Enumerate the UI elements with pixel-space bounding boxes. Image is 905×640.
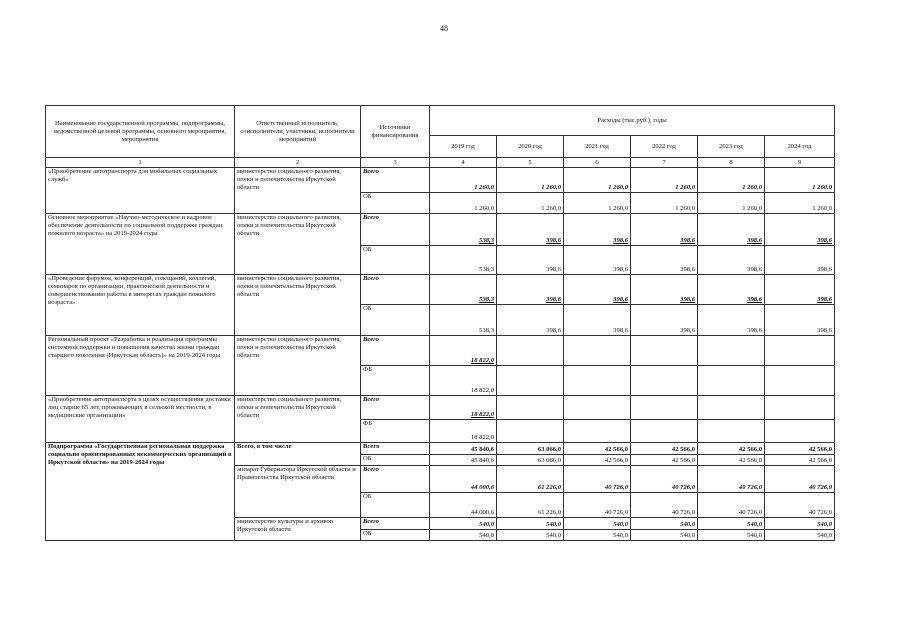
page-number: 48 bbox=[440, 24, 448, 33]
source-value bbox=[765, 366, 835, 396]
source-value: 398,6 bbox=[631, 305, 698, 336]
header-year: 2021 год bbox=[564, 136, 631, 158]
total-value bbox=[765, 396, 835, 420]
total-value: 398,6 bbox=[765, 214, 835, 246]
header-name: Наименование государственной программы, подпрограммы, ведомственной целевой программы, основного мероприятия, мероприятия bbox=[46, 106, 235, 158]
total-value: 398,6 bbox=[698, 214, 765, 246]
source-value: 1 260,0 bbox=[497, 193, 564, 214]
total-value: 398,6 bbox=[698, 275, 765, 305]
header-year: 2022 год bbox=[631, 136, 698, 158]
total-value bbox=[698, 336, 765, 366]
measure-executor: министерство социального развития, опеки и попечительства Иркутской области bbox=[235, 168, 361, 214]
source-total-label: Всего bbox=[361, 275, 430, 305]
source-label: ОБ bbox=[361, 305, 430, 336]
total-value bbox=[765, 336, 835, 366]
column-number: 8 bbox=[698, 158, 765, 168]
total-value bbox=[564, 336, 631, 366]
source-value: 40 726,0 bbox=[631, 493, 698, 518]
source-value bbox=[564, 366, 631, 396]
total-value: 1 260,0 bbox=[765, 168, 835, 193]
subprogram-executor: министерство культуры и архивов Иркутской области bbox=[235, 518, 361, 541]
total-value: 398,6 bbox=[765, 275, 835, 305]
total-value: 540,0 bbox=[698, 518, 765, 530]
source-value: 42 566,0 bbox=[631, 455, 698, 466]
source-label: ОБ bbox=[361, 530, 430, 541]
source-value: 45 840,6 bbox=[430, 455, 497, 466]
source-value bbox=[765, 420, 835, 443]
source-value: 1 260,0 bbox=[631, 193, 698, 214]
budget-table bbox=[45, 105, 835, 541]
source-value: 1 260,0 bbox=[564, 193, 631, 214]
source-value bbox=[631, 366, 698, 396]
source-total-label: Всего bbox=[361, 336, 430, 366]
source-value: 18 822,0 bbox=[430, 420, 497, 443]
header-expenses: Расходы (тыс.руб.), годы bbox=[430, 106, 835, 136]
column-number: 5 bbox=[497, 158, 564, 168]
header-year: 2019 год bbox=[430, 136, 497, 158]
total-value: 18 822,0 bbox=[430, 336, 497, 366]
source-value: 1 260,0 bbox=[698, 193, 765, 214]
total-value: 538,3 bbox=[430, 275, 497, 305]
total-value: 1 260,0 bbox=[564, 168, 631, 193]
total-value: 540,0 bbox=[631, 518, 698, 530]
total-value: 1 260,0 bbox=[631, 168, 698, 193]
total-value bbox=[631, 336, 698, 366]
source-value bbox=[564, 420, 631, 443]
source-label: ОБ bbox=[361, 246, 430, 275]
source-value: 61 226,0 bbox=[497, 493, 564, 518]
source-value: 398,6 bbox=[497, 305, 564, 336]
total-value bbox=[631, 396, 698, 420]
source-total-label: Всего bbox=[361, 466, 430, 493]
total-value bbox=[497, 336, 564, 366]
header-year: 2020 год bbox=[497, 136, 564, 158]
source-value: 538,3 bbox=[430, 246, 497, 275]
source-value: 398,6 bbox=[631, 246, 698, 275]
column-number: 9 bbox=[765, 158, 835, 168]
column-number: 1 bbox=[46, 158, 235, 168]
total-value: 40 726,0 bbox=[631, 466, 698, 493]
total-value: 42 566,0 bbox=[765, 443, 835, 455]
source-value: 40 726,0 bbox=[698, 493, 765, 518]
source-total-label: Всего bbox=[361, 168, 430, 193]
measure-name: Основное мероприятие «Научно-методическое и кадровое обеспечение деятельности по социальной поддержке граждан пожилого возраста» на 2019-2024 годы bbox=[46, 214, 235, 275]
total-value: 398,6 bbox=[497, 275, 564, 305]
column-number: 4 bbox=[430, 158, 497, 168]
source-value: 40 726,0 bbox=[765, 493, 835, 518]
source-label: ОБ bbox=[361, 455, 430, 466]
source-value: 398,6 bbox=[497, 246, 564, 275]
subprogram-overall-label: Всего, в том числе bbox=[235, 443, 361, 466]
subprogram-executor: аппарат Губернатора Иркутской области и Правительства Иркутской области bbox=[235, 466, 361, 518]
header-source: Источники финансирования bbox=[361, 106, 430, 158]
subprogram-name: Подпрограмма «Государственная региональная поддержка социально ориентированных некоммерческих организаций в Иркутской области» на 2019-2024 годы bbox=[46, 443, 235, 541]
total-value: 540,0 bbox=[564, 518, 631, 530]
total-value: 40 726,0 bbox=[765, 466, 835, 493]
source-value bbox=[497, 420, 564, 443]
column-number: 3 bbox=[361, 158, 430, 168]
total-value: 398,6 bbox=[564, 214, 631, 246]
measure-executor: министерство социального развития, опеки и попечительства Иркутской области bbox=[235, 214, 361, 275]
source-value bbox=[497, 366, 564, 396]
total-value: 63 066,0 bbox=[497, 443, 564, 455]
source-value: 398,6 bbox=[564, 246, 631, 275]
source-value: 1 260,0 bbox=[765, 193, 835, 214]
source-value: 540,0 bbox=[631, 530, 698, 541]
source-value: 42 566,0 bbox=[564, 455, 631, 466]
source-value: 540,0 bbox=[698, 530, 765, 541]
total-value: 18 822,0 bbox=[430, 396, 497, 420]
column-number: 7 bbox=[631, 158, 698, 168]
measure-executor: министерство социального развития, опеки и попечительства Иркутской области bbox=[235, 275, 361, 336]
source-total-label: Всего bbox=[361, 443, 430, 455]
total-value: 398,6 bbox=[564, 275, 631, 305]
source-value: 398,6 bbox=[698, 246, 765, 275]
total-value: 540,0 bbox=[765, 518, 835, 530]
source-value: 540,0 bbox=[765, 530, 835, 541]
source-value: 398,6 bbox=[765, 246, 835, 275]
header-executor: Ответственный исполнитель, соисполнители, участники, исполнители мероприятий bbox=[235, 106, 361, 158]
source-value: 42 566,0 bbox=[765, 455, 835, 466]
total-value: 40 726,0 bbox=[698, 466, 765, 493]
source-value: 42 566,0 bbox=[698, 455, 765, 466]
measure-name: Региональный проект «Разработка и реализация программы системной поддержки и повышения качества жизни граждан старшего поколения (Иркутская область)» на 2019-2024 годы bbox=[46, 336, 235, 396]
measure-executor: министерство социального развития, опеки и попечительства Иркутской области bbox=[235, 336, 361, 396]
source-value bbox=[698, 420, 765, 443]
total-value bbox=[564, 396, 631, 420]
total-value: 398,6 bbox=[631, 275, 698, 305]
total-value: 540,0 bbox=[430, 518, 497, 530]
total-value: 42 566,0 bbox=[698, 443, 765, 455]
measure-name: «Приобретение автотранспорта для мобильных социальных служб» bbox=[46, 168, 235, 214]
source-total-label: Всего bbox=[361, 214, 430, 246]
header-year: 2024 год bbox=[765, 136, 835, 158]
measure-name: «Приобретение автотранспорта в целях осуществления доставки лиц старше 65 лет, проживающих в сельской местности, в медицинские организации» bbox=[46, 396, 235, 443]
source-value: 398,6 bbox=[765, 305, 835, 336]
source-value: 44 000,6 bbox=[430, 493, 497, 518]
source-value: 398,6 bbox=[698, 305, 765, 336]
column-number: 2 bbox=[235, 158, 361, 168]
source-label: ОБ bbox=[361, 493, 430, 518]
total-value: 538,3 bbox=[430, 214, 497, 246]
total-value: 1 260,0 bbox=[430, 168, 497, 193]
total-value: 40 726,0 bbox=[564, 466, 631, 493]
total-value bbox=[497, 396, 564, 420]
measure-name: «Проведение форумов, конференций, совещаний, коллегий, семинаров по организации, практической деятельности и совершенствованию работы в интересах граждан пожилого возраста» bbox=[46, 275, 235, 336]
source-value: 63 066,0 bbox=[497, 455, 564, 466]
source-value: 540,0 bbox=[497, 530, 564, 541]
source-label: ОБ bbox=[361, 193, 430, 214]
total-value: 1 260,0 bbox=[698, 168, 765, 193]
total-value: 398,6 bbox=[497, 214, 564, 246]
source-value: 1 260,0 bbox=[430, 193, 497, 214]
source-value: 40 726,0 bbox=[564, 493, 631, 518]
total-value: 61 226,0 bbox=[497, 466, 564, 493]
header-year: 2023 год bbox=[698, 136, 765, 158]
source-value bbox=[698, 366, 765, 396]
source-value: 540,0 bbox=[564, 530, 631, 541]
total-value: 540,0 bbox=[497, 518, 564, 530]
source-value: 18 822,0 bbox=[430, 366, 497, 396]
total-value: 42 566,0 bbox=[564, 443, 631, 455]
total-value: 44 000,6 bbox=[430, 466, 497, 493]
source-value bbox=[631, 420, 698, 443]
total-value: 42 566,0 bbox=[631, 443, 698, 455]
column-number: 6 bbox=[564, 158, 631, 168]
source-label: ФБ bbox=[361, 420, 430, 443]
source-total-label: Всего bbox=[361, 518, 430, 530]
total-value: 398,6 bbox=[631, 214, 698, 246]
source-value: 398,6 bbox=[564, 305, 631, 336]
total-value: 1 260,0 bbox=[497, 168, 564, 193]
source-total-label: Всего bbox=[361, 396, 430, 420]
source-value: 540,0 bbox=[430, 530, 497, 541]
measure-executor: министерство социального развития, опеки и попечительства Иркутской области bbox=[235, 396, 361, 443]
total-value bbox=[698, 396, 765, 420]
source-value: 538,3 bbox=[430, 305, 497, 336]
total-value: 45 840,6 bbox=[430, 443, 497, 455]
source-label: ФБ bbox=[361, 366, 430, 396]
